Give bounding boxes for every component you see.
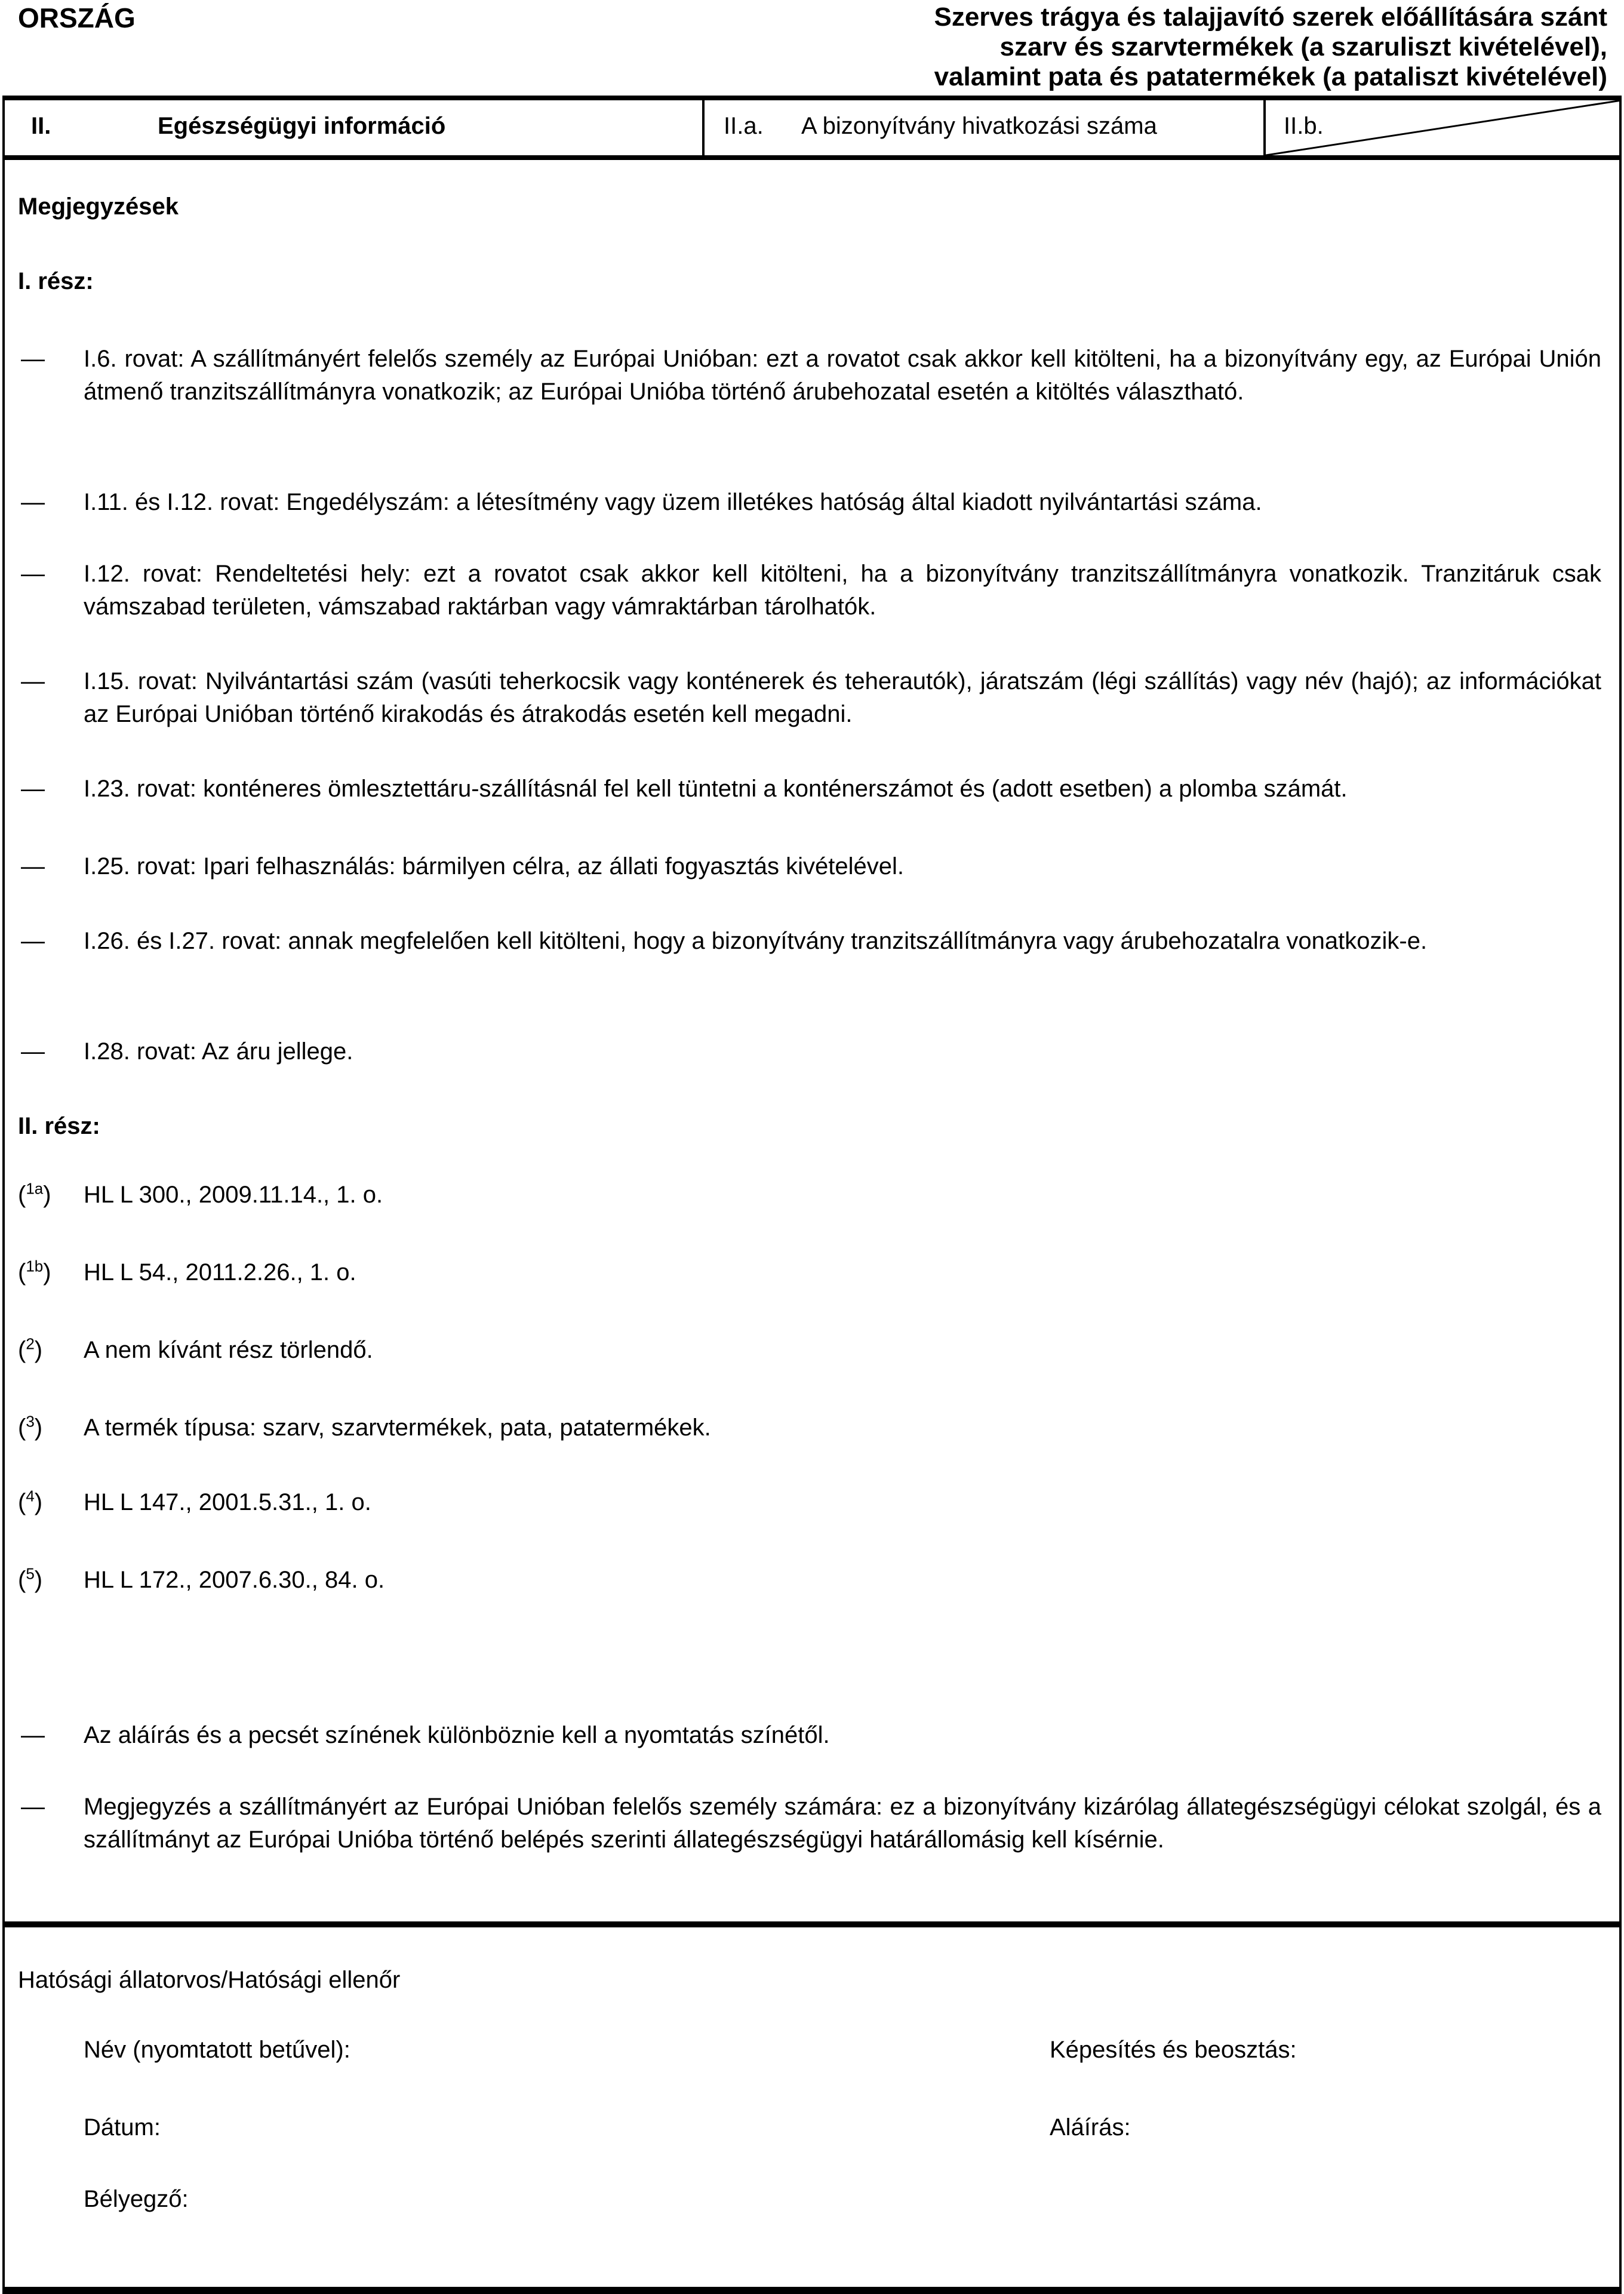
- note-item: [21, 665, 1601, 731]
- name-label: Név (nyomtatott betűvel):: [84, 2037, 350, 2063]
- notes-heading: Megjegyzések: [18, 193, 179, 220]
- dash-marker: —: [21, 668, 45, 694]
- note-item: [21, 1719, 1601, 1752]
- country-label: ORSZÁG: [18, 2, 136, 33]
- footnote-item: [18, 1564, 1601, 1597]
- dash-marker: —: [21, 853, 45, 880]
- cell-label: Egészségügyi információ: [158, 113, 446, 139]
- note-text: I.6. rovat: A szállítmányért felelős személy az Európai Unióban: ezt a rovatot csak akkor kell kitölteni, ha a bizonyítvány egy, az Európai Unión átmenő tranzitszállítmányra vonatkozik; az Európai Unióba történő árubehozatal esetén a kitöltés választható.: [84, 346, 1601, 405]
- note-item: [21, 1035, 1601, 1068]
- note-item: [21, 925, 1601, 958]
- note-text: I.26. és I.27. rovat: annak megfelelően kell kitölteni, hogy a bizonyítvány tranzitszállítmányra vagy árubehozatalra vonatkozik-e.: [84, 928, 1428, 954]
- note-item: [21, 558, 1601, 623]
- footnote-item: [18, 1179, 1601, 1211]
- part1-heading: I. rész:: [18, 268, 94, 294]
- note-item: [21, 850, 1601, 883]
- dash-marker: —: [21, 1722, 45, 1748]
- dash-marker: —: [21, 489, 45, 515]
- document-title-line: Szerves trágya és talajjavító szerek előállítására szánt: [934, 2, 1607, 32]
- date-label: Dátum:: [84, 2114, 161, 2141]
- footnote-marker: ($^2$): [18, 1334, 43, 1363]
- footnote-text: A termék típusa: szarv, szarvtermékek, pata, patatermékek.: [84, 1414, 711, 1441]
- diagonal-strikethrough-icon: [1266, 100, 1622, 155]
- note-text: I.12. rovat: Rendeltetési hely: ezt a rovatot csak akkor kell kitölteni, ha a bizonyítvány tranzitszállítmányra vonatkozik. Tranzitáruk csak vámszabad területen, vámszabad raktárban vagy vámraktárban tárolhatók.: [84, 561, 1601, 620]
- dash-marker: —: [21, 928, 45, 954]
- note-text: Az aláírás és a pecsét színének különböznie kell a nyomtatás színétől.: [84, 1722, 830, 1748]
- dash-marker: —: [21, 1794, 45, 1820]
- footnote-text: HL L 172., 2007.6.30., 84. o.: [84, 1567, 385, 1593]
- footnote-marker: ($^3$): [18, 1412, 43, 1441]
- table-right-border: [1619, 96, 1622, 2294]
- note-text: I.23. rovat: konténeres ömlesztettáru-szállításnál fel kell tüntetni a konténerszámot és (adott esetben) a plomba számát.: [84, 776, 1348, 802]
- note-item: [21, 486, 1601, 519]
- note-text: Megjegyzés a szállítmányért az Európai Unióban felelős személy számára: ez a bizonyítvány kizárólag állategészségügyi célokat szolgál, és a szállítmányt az Európai Unióba történő belépés szerinti állategészségügyi határállomásig kell kísérnie.: [84, 1794, 1601, 1853]
- section-divider-rule: [2, 1921, 1622, 1927]
- table-left-border: [2, 96, 5, 2294]
- dash-marker: —: [21, 776, 45, 802]
- document-title: [592, 2, 1607, 92]
- footnote-marker: ($^{1b}$): [18, 1257, 51, 1286]
- health-info-cell: [2, 100, 705, 155]
- note-item: [21, 343, 1601, 408]
- part2-heading: II. rész:: [18, 1113, 100, 1139]
- dash-marker: —: [21, 561, 45, 587]
- cell-number: II.a.: [724, 113, 764, 139]
- table-bottom-border: [2, 2287, 1622, 2294]
- footnote-item: [18, 1486, 1601, 1519]
- note-text: I.11. és I.12. rovat: Engedélyszám: a létesítmény vagy üzem illetékes hatóság által kiadott nyilvántartási száma.: [84, 489, 1262, 515]
- cell-label: A bizonyítvány hivatkozási száma: [801, 113, 1157, 139]
- signature-label: Aláírás:: [1050, 2114, 1131, 2141]
- note-item: [21, 1791, 1601, 1856]
- note-text: I.15. rovat: Nyilvántartási szám (vasúti teherkocsik vagy konténerek és teherautók), járatszám (légi szállítás) vagy név (hajó); az információkat az Európai Unióban történő kirakodás és átrakodás esetén kell megadni.: [84, 668, 1601, 727]
- certificate-reference-cell: [705, 100, 1266, 155]
- cell-number: II.b.: [1284, 113, 1324, 139]
- document-title-line: szarv és szarvtermékek (a szaruliszt kivételével),: [999, 32, 1607, 61]
- dash-marker: —: [21, 1038, 45, 1065]
- footnote-text: HL L 54., 2011.2.26., 1. o.: [84, 1259, 356, 1286]
- footnote-text: A nem kívánt rész törlendő.: [84, 1337, 373, 1363]
- footnote-item: [18, 1256, 1601, 1289]
- document-title-line: valamint pata és patatermékek (a pataliszt kivételével): [934, 62, 1607, 91]
- qualification-label: Képesítés és beosztás:: [1050, 2037, 1297, 2063]
- note-item: [21, 773, 1601, 805]
- dash-marker: —: [21, 346, 45, 372]
- footnote-marker: ($^{1a}$): [18, 1179, 51, 1208]
- table-header-row: [2, 96, 1622, 160]
- note-text: I.25. rovat: Ipari felhasználás: bármilyen célra, az állati fogyasztás kivételével.: [84, 853, 904, 880]
- footnote-marker: ($^4$): [18, 1487, 43, 1515]
- iib-cell: [1266, 100, 1622, 155]
- stamp-label: Bélyegző:: [84, 2186, 189, 2212]
- official-vet-heading: Hatósági állatorvos/Hatósági ellenőr: [18, 1967, 401, 1993]
- footnote-text: HL L 300., 2009.11.14., 1. o.: [84, 1182, 383, 1208]
- footnote-text: HL L 147., 2001.5.31., 1. o.: [84, 1489, 371, 1515]
- footnote-marker: ($^5$): [18, 1564, 43, 1593]
- footnote-item: [18, 1334, 1601, 1367]
- cell-number: II.: [31, 113, 51, 139]
- note-text: I.28. rovat: Az áru jellege.: [84, 1038, 353, 1065]
- footnote-item: [18, 1412, 1601, 1444]
